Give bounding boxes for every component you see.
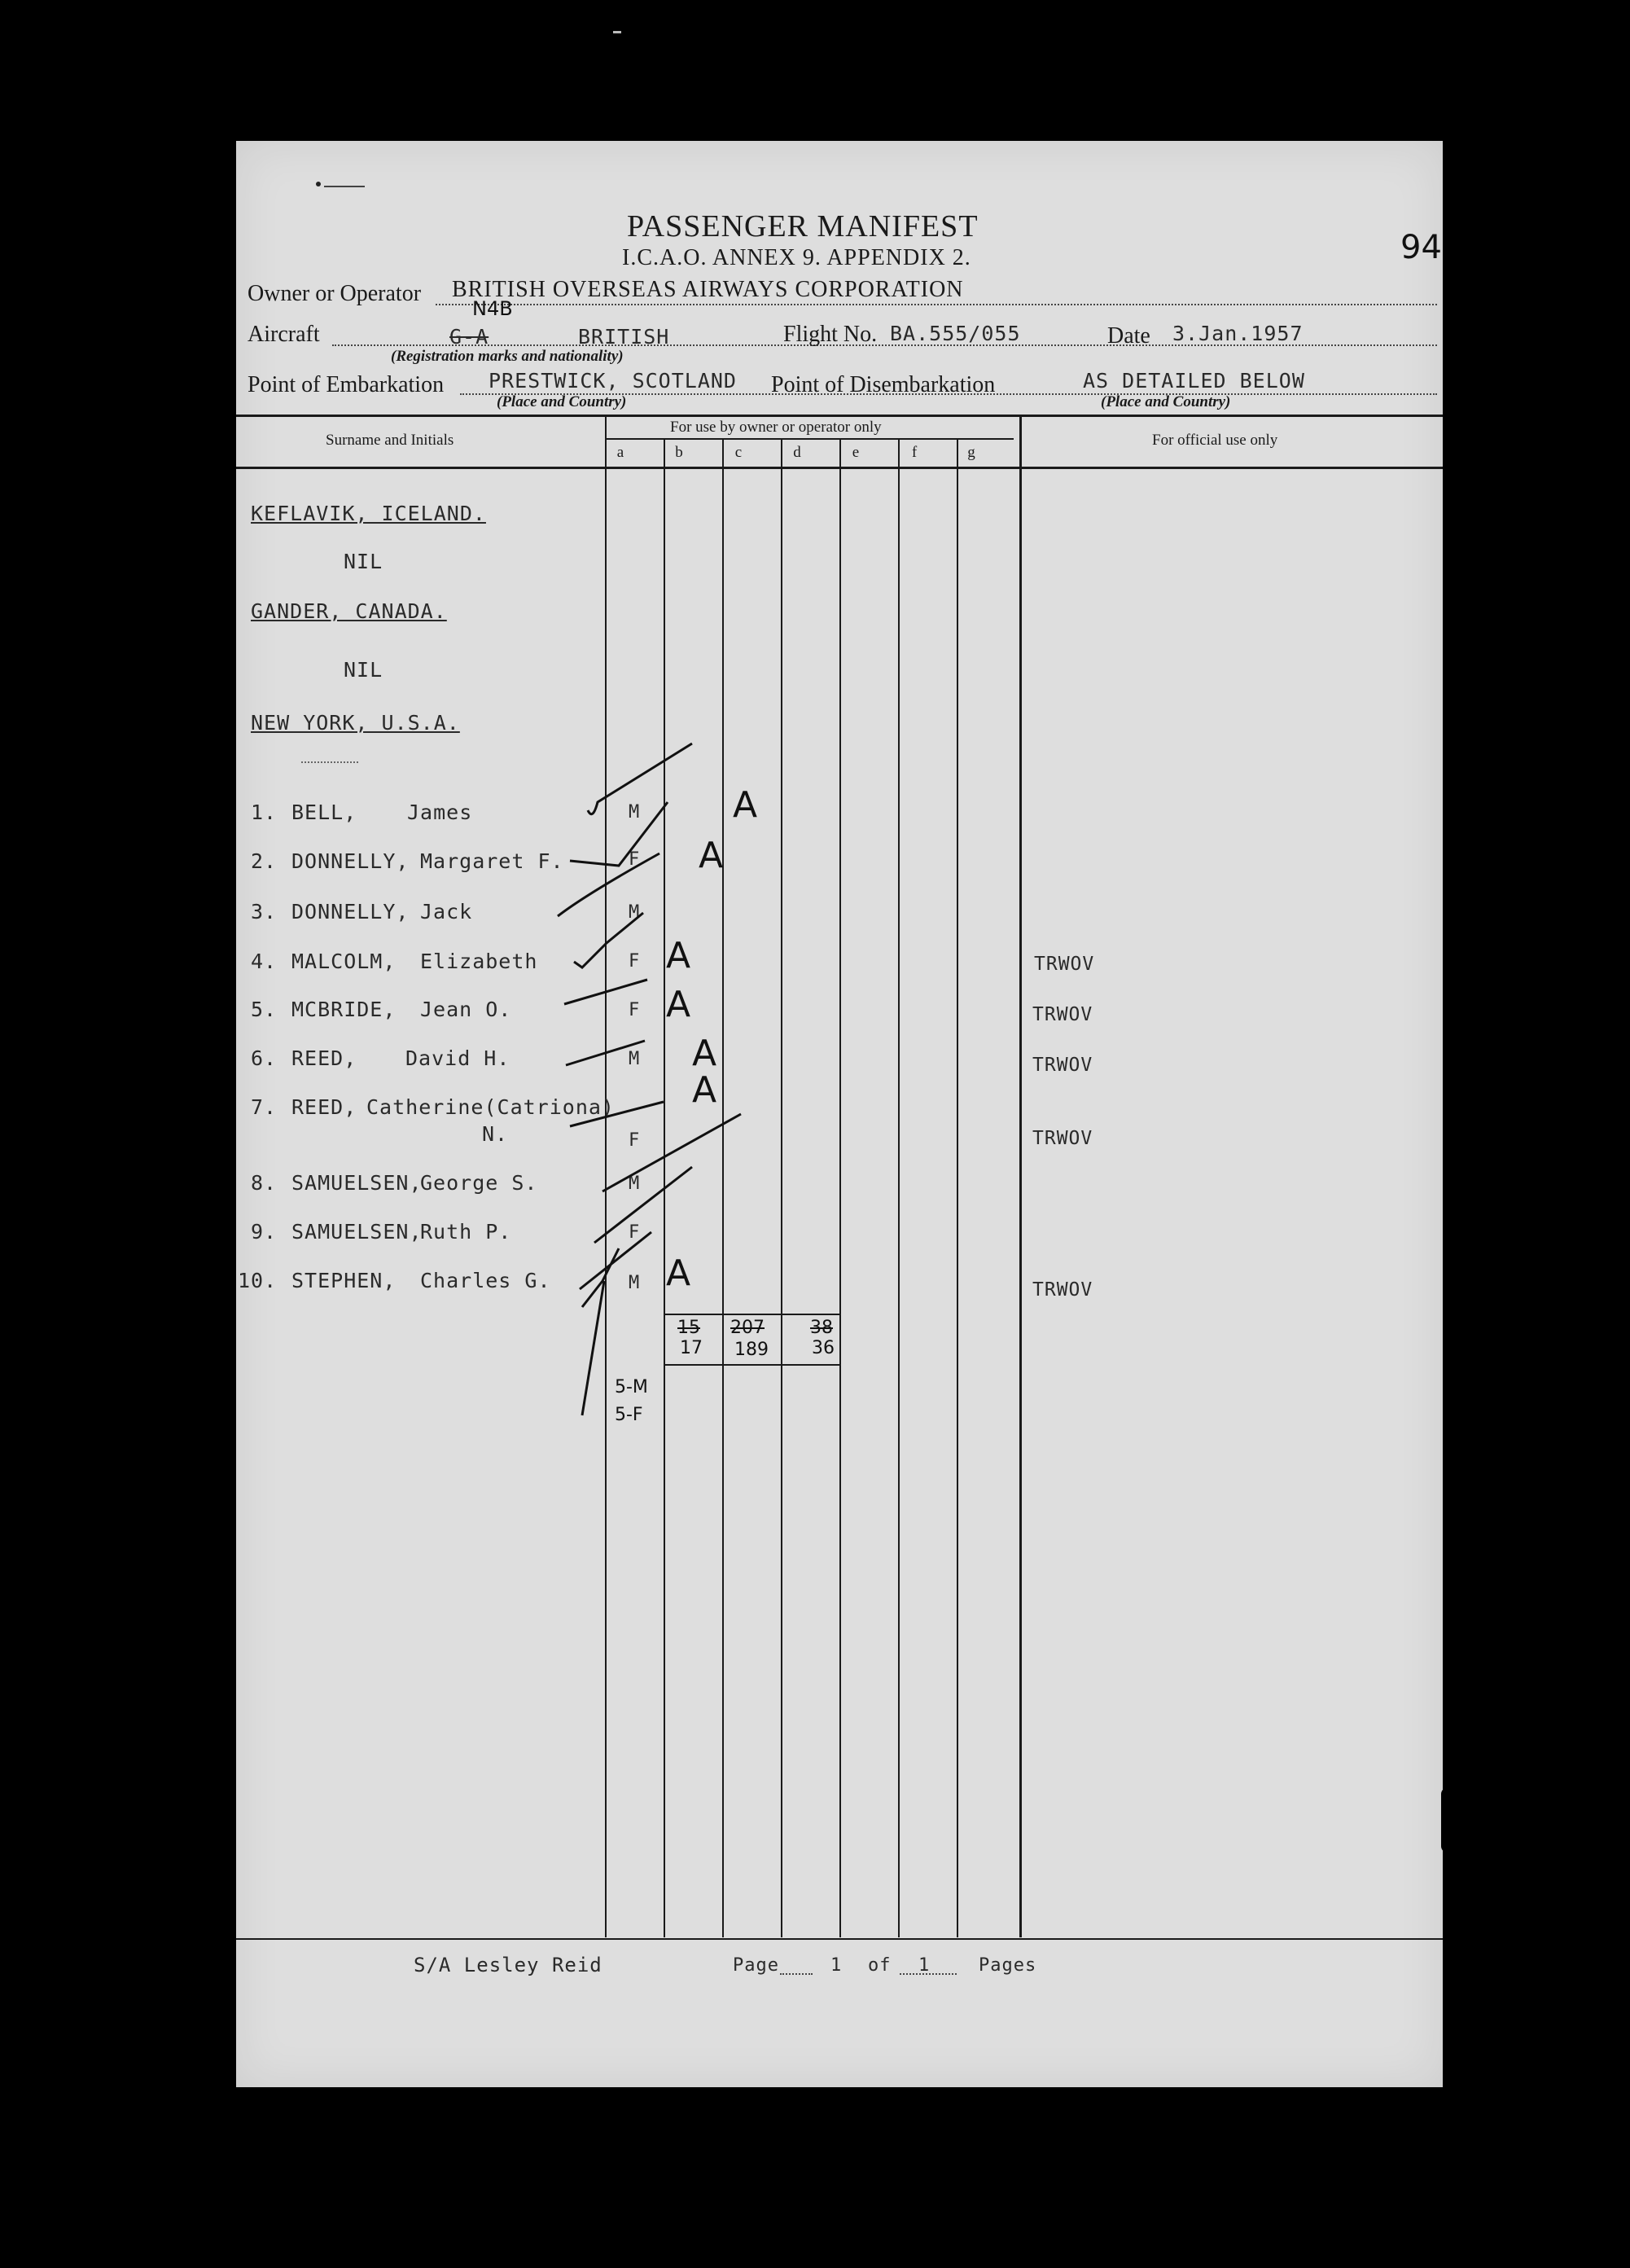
- passenger-surname: BELL,: [291, 801, 357, 824]
- page-current: 1: [830, 1955, 843, 1976]
- sex-total-male: 5-M: [615, 1377, 648, 1397]
- page-subtitle: I.C.A.O. ANNEX 9. APPENDIX 2.: [622, 245, 971, 270]
- page-dotted-line: [780, 1973, 813, 1975]
- totals-rule: [664, 1314, 839, 1315]
- embarkation-value: PRESTWICK, SCOTLAND: [489, 369, 737, 393]
- sex-total-female: 5-F: [615, 1405, 643, 1425]
- stop-place: KEFLAVIK, ICELAND.: [251, 502, 486, 525]
- aircraft-nationality: BRITISH: [578, 325, 670, 349]
- passenger-number: 10.: [238, 1269, 278, 1292]
- passenger-surname: SAMUELSEN,: [291, 1220, 423, 1244]
- embarkation-caption: (Place and Country): [497, 393, 627, 410]
- official-remark: TRWOV: [1032, 1279, 1093, 1301]
- passenger-surname: STEPHEN,: [291, 1269, 397, 1292]
- column-e-header: e: [852, 444, 860, 461]
- total-d: 36: [812, 1338, 835, 1358]
- passenger-sex: F: [629, 849, 641, 870]
- aircraft-correction: N4B: [472, 297, 513, 320]
- check-mark: [570, 1102, 664, 1126]
- passenger-given-name: Jack: [420, 900, 473, 923]
- passenger-mark: A: [692, 1033, 717, 1074]
- passenger-given-name: Catherine(Catriona): [366, 1095, 615, 1119]
- passenger-sex: M: [629, 802, 641, 823]
- passenger-given-name: Ruth P.: [420, 1220, 512, 1244]
- check-mark: [594, 1167, 692, 1243]
- page-label: Page: [733, 1955, 779, 1976]
- passenger-number: 5.: [251, 998, 278, 1021]
- passenger-given-name: Charles G.: [420, 1269, 551, 1292]
- footer-rule: [236, 1938, 1443, 1940]
- of-label: of: [868, 1955, 892, 1976]
- passenger-surname: REED,: [291, 1046, 357, 1070]
- tick-marks: [236, 141, 1443, 2087]
- stop-place: GANDER, CANADA.: [251, 599, 447, 623]
- official-remark: TRWOV: [1032, 1004, 1093, 1025]
- passenger-sex: M: [629, 1273, 641, 1293]
- official-remark: TRWOV: [1032, 1128, 1093, 1149]
- passenger-sex: F: [629, 951, 641, 972]
- passenger-mark: A: [666, 935, 691, 976]
- check-mark: [564, 980, 647, 1004]
- passenger-given-name-continued: N.: [482, 1122, 509, 1146]
- disembarkation-caption: (Place and Country): [1101, 393, 1231, 410]
- passenger-sex: M: [629, 902, 641, 923]
- passenger-number: 4.: [251, 950, 278, 973]
- stop-note: NIL: [344, 550, 383, 573]
- official-remark: TRWOV: [1032, 1055, 1093, 1076]
- passenger-sex: M: [629, 1049, 641, 1069]
- passenger-number: 9.: [251, 1220, 278, 1244]
- check-mark: [558, 853, 659, 916]
- manifest-paper: [236, 141, 1443, 2087]
- page-title: PASSENGER MANIFEST: [627, 209, 979, 243]
- owner-label: Owner or Operator: [248, 281, 422, 306]
- check-mark: [588, 744, 692, 814]
- aircraft-registration: G-A: [449, 325, 489, 349]
- passenger-given-name: Margaret F.: [420, 849, 564, 873]
- check-mark: [580, 1232, 651, 1289]
- passenger-sex: M: [629, 1173, 641, 1194]
- passenger-given-name: Jean O.: [420, 998, 512, 1021]
- flight-label: Flight No.: [783, 322, 878, 347]
- official-use-header: For official use only: [1152, 432, 1278, 449]
- date-value: 3.Jan.1957: [1172, 322, 1304, 345]
- surname-header: Surname and Initials: [326, 432, 454, 449]
- column-c-header: c: [734, 444, 743, 461]
- passenger-mark: A: [733, 784, 758, 826]
- total-c-struck: 207: [730, 1318, 765, 1338]
- passenger-surname: MCBRIDE,: [291, 998, 397, 1021]
- passenger-number: 8.: [251, 1171, 278, 1195]
- column-f-header: f: [911, 444, 918, 461]
- totals-rule: [664, 1364, 839, 1366]
- passenger-surname: MALCOLM,: [291, 950, 397, 973]
- total-b: 17: [680, 1338, 703, 1358]
- column-g-header: g: [967, 444, 975, 461]
- total-b-struck: 15: [677, 1318, 700, 1338]
- stop-note: NIL: [344, 658, 383, 682]
- passenger-given-name: James: [407, 801, 473, 824]
- embarkation-label: Point of Embarkation: [248, 372, 445, 397]
- passenger-number: 7.: [251, 1095, 278, 1119]
- stop-place: NEW YORK, U.S.A.: [251, 711, 460, 735]
- passenger-number: 6.: [251, 1046, 278, 1070]
- column-a-header: a: [616, 444, 624, 461]
- column-d-header: d: [793, 444, 801, 461]
- check-mark: [574, 913, 643, 967]
- passenger-surname: DONNELLY,: [291, 900, 410, 923]
- disembarkation-label: Point of Disembarkation: [771, 372, 996, 397]
- owner-value: BRITISH OVERSEAS AIRWAYS CORPORATION: [452, 277, 964, 302]
- page-total: 1: [918, 1955, 931, 1976]
- passenger-sex: F: [629, 1222, 641, 1243]
- passenger-sex: F: [629, 1130, 641, 1151]
- disembarkation-value: AS DETAILED BELOW: [1083, 369, 1305, 393]
- passenger-mark: A: [666, 1252, 691, 1294]
- aircraft-label: Aircraft: [248, 322, 320, 347]
- aircraft-caption: (Registration marks and nationality): [391, 348, 624, 365]
- signature: S/A Lesley Reid: [414, 1954, 602, 1976]
- official-remark: TRWOV: [1034, 954, 1095, 975]
- total-c: 189: [734, 1340, 769, 1360]
- torn-edge: [1441, 1788, 1453, 1853]
- passenger-mark: A: [666, 984, 691, 1025]
- passenger-given-name: George S.: [420, 1171, 538, 1195]
- passenger-surname: SAMUELSEN,: [291, 1171, 423, 1195]
- date-label: Date: [1107, 323, 1150, 349]
- owner-use-header: For use by owner or operator only: [670, 419, 882, 436]
- passenger-number: 1.: [251, 801, 278, 824]
- scan-speck: [613, 31, 621, 33]
- passenger-given-name: David H.: [405, 1046, 510, 1070]
- total-d-struck: 38: [810, 1318, 833, 1338]
- page-number: 94: [1400, 229, 1442, 266]
- pages-label: Pages: [979, 1955, 1037, 1976]
- passenger-mark: A: [692, 1069, 717, 1111]
- passenger-surname: DONNELLY,: [291, 849, 410, 873]
- passenger-sex: F: [629, 1000, 641, 1020]
- flight-number: BA.555/055: [890, 322, 1021, 345]
- check-mark: [566, 1041, 645, 1065]
- passenger-surname: REED,: [291, 1095, 357, 1119]
- passenger-number: 3.: [251, 900, 278, 923]
- column-b-header: b: [675, 444, 683, 461]
- check-mark: [602, 1114, 741, 1191]
- passenger-number: 2.: [251, 849, 278, 873]
- passenger-mark: A: [699, 835, 724, 876]
- passenger-given-name: Elizabeth: [420, 950, 538, 973]
